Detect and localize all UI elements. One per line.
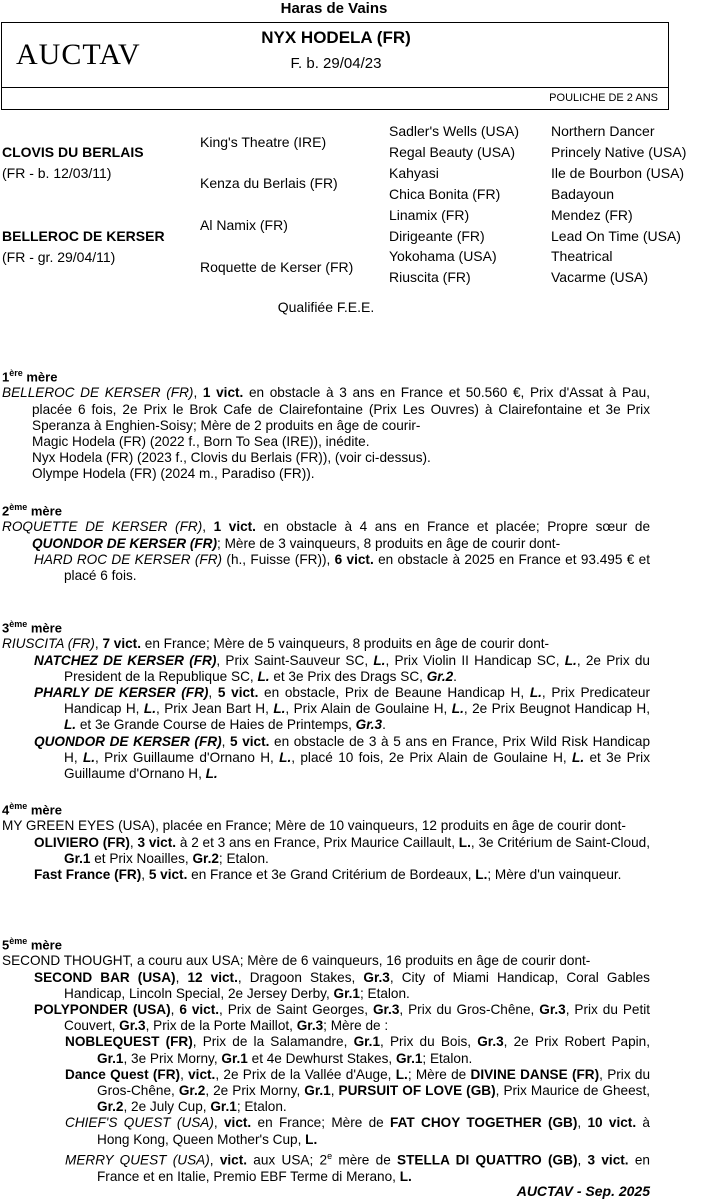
gen4-item: Ile de Bourbon (USA): [551, 165, 685, 181]
gen2-item: Al Namix (FR): [200, 217, 288, 233]
gen2-item: Roquette de Kerser (FR): [200, 259, 354, 275]
horse-name: NYX HODELA (FR): [261, 28, 411, 47]
auctav-logo: AUCTAV: [16, 38, 141, 71]
produce-line: NOBLEQUEST (FR), Prix de la Salamandre, Gr.1, Prix du Bois, Gr.3, 2e Prix Robert Papin, Gr.1, 3e Prix Morny, Gr.1 et 4e Dewhurst Stakes, Gr.1; Etalon.: [65, 1034, 650, 1066]
gen4-item: Lead On Time (USA): [551, 228, 681, 244]
gen4-item: Badayoun: [551, 186, 615, 202]
horse-info: F. b. 29/04/23: [290, 55, 382, 72]
gen3-item: Dirigeante (FR): [389, 228, 485, 244]
produce-line: PHARLY DE KERSER (FR), 5 vict. en obstacle, Prix de Beaune Handicap H, L., Prix Predicateur Handicap H, L., Prix Jean Bart H, L., Prix Alain de Goulaine H, L., 2e Prix Beugnot Handicap H, L. et 3e Grande Course de Haies de Printemps, Gr.3.: [34, 684, 650, 733]
produce-line: OLIVIERO (FR), 3 vict. à 2 et 3 ans en France, Prix Maurice Caillault, L., 3e Critérium de Saint-Cloud, Gr.1 et Prix Noailles, Gr.2; Etalon.: [34, 834, 650, 866]
dam-paragraph: RIUSCITA (FR), 7 vict. en France; Mère de 5 vainqueurs, 8 produits en âge de courir dont-: [2, 636, 550, 652]
produce-line: QUONDOR DE KERSER (FR), 5 vict. en obstacle de 3 à 5 ans en France, Prix Wild Risk Handicap H, L., Prix Guillaume d'Ornano H, L., placé 10 fois, 2e Prix Alain de Goulaine H, L. et 3e Prix Guillaume d'Ornano H, L.: [34, 733, 651, 781]
gen3-item: Chica Bonita (FR): [389, 186, 501, 202]
dam-paragraph: MY GREEN EYES (USA), placée en France; Mère de 10 vainqueurs, 12 produits en âge de courir dont-: [2, 818, 626, 834]
sire-name: CLOVIS DU BERLAIS: [2, 144, 144, 160]
gen2-item: King's Theatre (IRE): [200, 134, 327, 150]
section-first-dam: [2, 365, 650, 483]
gen3-item: Riuscita (FR): [389, 269, 471, 285]
section-title: 2ème mère: [2, 502, 62, 519]
stud-name: Haras de Vains: [280, 0, 388, 17]
gen4-item: Mendez (FR): [551, 207, 633, 223]
qualification: Qualifiée F.E.E.: [277, 299, 375, 315]
gen3-item: Sadler's Wells (USA): [389, 123, 519, 139]
dam-name: BELLEROC DE KERSER: [2, 228, 165, 244]
header-box: [1, 22, 669, 88]
dam-paragraph: ROQUETTE DE KERSER (FR), 1 vict. en obstacle à 4 ans en France et placée; Propre sœur de QUONDOR DE KERSER (FR); Mère de 3 vainqueurs, 8 produits en âge de courir dont-: [2, 519, 650, 551]
produce-line: POLYPONDER (USA), 6 vict., Prix de Saint Georges, Gr.3, Prix du Gros-Chêne, Gr.3, Prix du Petit Couvert, Gr.3, Prix de la Porte Maillot, Gr.3; Mère de :: [34, 1001, 651, 1034]
produce-line: Olympe Hodela (FR) (2024 m., Paradiso (FR)).: [32, 466, 315, 482]
produce-line: HARD ROC DE KERSER (FR) (h., Fuisse (FR)), 6 vict. en obstacle à 2025 en France et 93.495 € et placé 6 fois.: [34, 551, 650, 583]
gen4-item: Princely Native (USA): [551, 144, 687, 160]
gen2-item: Kenza du Berlais (FR): [200, 175, 338, 191]
produce-line: NATCHEZ DE KERSER (FR), Prix Saint-Sauveur SC, L., Prix Violin II Handicap SC, L., 2e Prix du President de la Republique SC, L. et 3e Prix des Drags SC, Gr.2.: [34, 652, 650, 684]
sex-age-box: [1, 88, 669, 110]
gen3-item: Yokohama (USA): [389, 248, 497, 264]
section-title: 3ème mère: [2, 619, 62, 636]
section-title: 4ème mère: [2, 801, 62, 818]
gen3-item: Kahyasi: [389, 165, 439, 181]
gen4-item: Theatrical: [551, 248, 613, 264]
produce-line: Dance Quest (FR), vict., 2e Prix de la Vallée d'Auge, L.; Mère de DIVINE DANSE (FR), Prix du Gros-Chêne, Gr.2, 2e Prix Morny, Gr.1, PURSUIT OF LOVE (GB), Prix Maurice de Gheest, Gr.2, 2e July Cup, Gr.1; Etalon.: [65, 1066, 651, 1115]
gen3-item: Regal Beauty (USA): [389, 144, 516, 160]
produce-line: Fast France (FR), 5 vict. en France et 3e Grand Critérium de Bordeaux, L.; Mère d'un vainqueur.: [34, 866, 622, 882]
gen4-item: Northern Dancer: [551, 123, 655, 139]
section-title: 5ème mère: [2, 936, 62, 953]
dam-info: (FR - gr. 29/04/11): [2, 249, 116, 265]
sire-info: (FR - b. 12/03/11): [2, 165, 112, 181]
gen4-item: Vacarme (USA): [551, 269, 648, 285]
dam-paragraph: BELLEROC DE KERSER (FR), 1 vict. en obstacle à 3 ans en France et 50.560 €, Prix d'Assat à Pau, placée 6 fois, 2e Prix le Brok Cafe de Clairefontaine (Prix Les Ouvres) à Clairefontaine et 3e Prix Speranza à Enghien-Soisy; Mère de 2 produits en âge de courir-: [2, 385, 650, 433]
produce-line: CHIEF'S QUEST (USA), vict. en France; Mère de FAT CHOY TOGETHER (GB), 10 vict. à Hong Kong, Queen Mother's Cup, L.: [65, 1115, 650, 1147]
sex-age-label: POULICHE DE 2 ANS: [549, 92, 658, 104]
section-third-dam: [2, 616, 650, 782]
section-fourth-dam: [2, 798, 650, 883]
gen3-item: Linamix (FR): [389, 207, 470, 223]
produce-line: Nyx Hodela (FR) (2023 f., Clovis du Berlais (FR)), (voir ci-dessus).: [32, 450, 431, 466]
produce-line: MERRY QUEST (USA), vict. aux USA; 2e mère de STELLA DI QUATTRO (GB), 3 vict. en France et en Italie, Premio EBF Terme di Merano, L.: [65, 1150, 650, 1184]
signature: AUCTAV - Sep. 2025: [516, 1183, 650, 1199]
produce-line: Magic Hodela (FR) (2022 f., Born To Sea (IRE)), inédite.: [32, 433, 370, 449]
dam-paragraph: SECOND THOUGHT, a couru aux USA; Mère de 6 vainqueurs, 16 produits en âge de courir dont-: [2, 953, 591, 969]
section-second-dam: [2, 499, 650, 584]
section-title: 1ère mère: [2, 368, 58, 385]
section-fifth-dam: [2, 933, 650, 1185]
produce-line: SECOND BAR (USA), 12 vict., Dragoon Stakes, Gr.3, City of Miami Handicap, Coral Gables Handicap, Lincoln Special, 2e Jersey Derby, Gr.1; Etalon.: [34, 969, 650, 1001]
